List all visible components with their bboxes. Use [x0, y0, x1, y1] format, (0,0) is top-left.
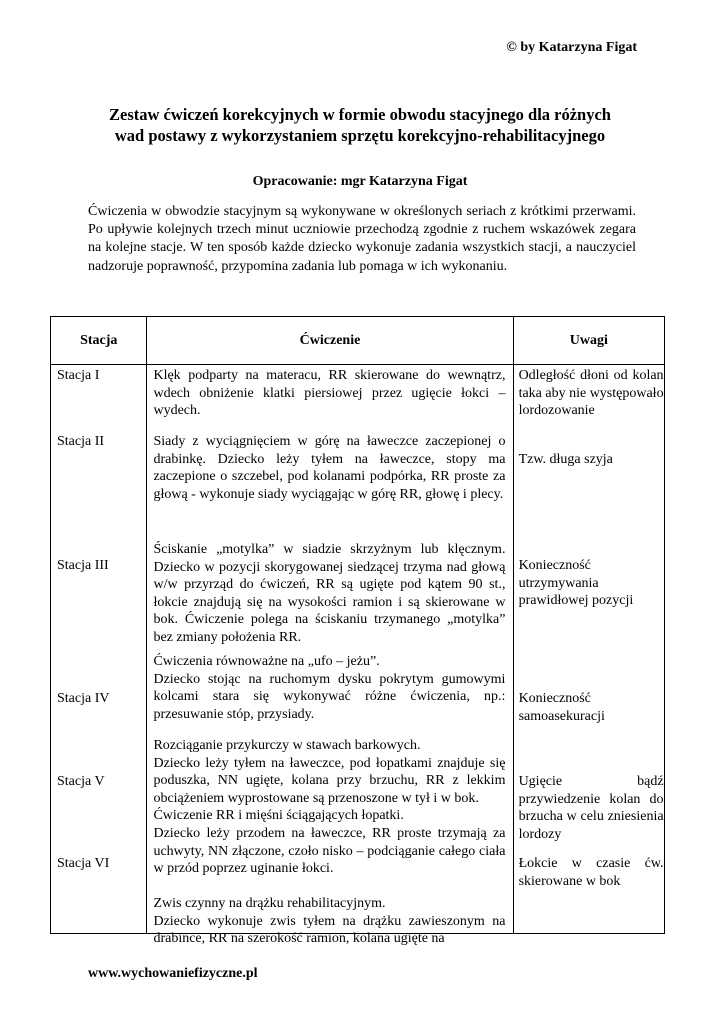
station-label: Stacja V [57, 774, 105, 789]
exercise-text: Dziecko wykonuje zwis tyłem na drążku zawieszonym na drabince, RR na szerokość ramion, kolana ugięte na [153, 913, 506, 947]
remarks-column [513, 365, 664, 934]
remark-text: Tzw. długa szyja [518, 452, 613, 467]
station-label: Stacja I [57, 368, 100, 383]
exercise-block [153, 541, 505, 647]
remark-text: Konieczność utrzymywania prawidłowej pozycji [518, 558, 634, 609]
header-cwiczenie: Ćwiczenie [147, 317, 513, 365]
exercise-table [50, 316, 665, 947]
exercise-text: Ściskanie „motylka” w siadzie skrzyżnym lub klęcznym. Dziecko w pozycji skorygowanej siedzącej trzyma nad głową w/w przyrząd do ćwiczeń, RR są ugięte pod kątem 90 st., łokcie znajdują się na wysokości ramion i są skierowane w bok. Ćwiczenie polega na ściskaniu trzymanego „motylka” bez zmiany położenia RR. [153, 542, 506, 645]
remark-text: Konieczność samoasekuracji [518, 691, 605, 724]
remark-text: Ugięcie bądź przywiedzenie kolan do brzucha w celu zniesienia lordozy [518, 774, 664, 842]
station-label: Stacja II [57, 434, 105, 449]
exercise-block [153, 433, 505, 503]
title-line-1: Zestaw ćwiczeń korekcyjnych w formie obwodu stacyjnego dla różnych [109, 105, 611, 124]
exercise-block [153, 367, 505, 420]
footer-url: www.wychowaniefizyczne.pl [88, 966, 258, 981]
exercise-text: Dziecko stojąc na ruchomym dysku pokrytym gumowymi kolcami stara się wykonywać różne ćwiczenia, np.: przesuwanie stóp, przysiady. [153, 671, 506, 722]
title-line-2: wad postawy z wykorzystaniem sprzętu korekcyjno-rehabilitacyjnego [114, 126, 606, 145]
stations-column [51, 365, 147, 934]
exercise-text: Dziecko leży przodem na ławeczce, RR proste trzymają za uchwyty, NN złączone, czoło nisko – podciąganie całego ciała w przód poprzez uginanie łokci. [153, 825, 506, 877]
exercise-text: Rozciąganie przykurczy w stawach barkowych. [153, 738, 421, 753]
header-stacja: Stacja [51, 317, 147, 365]
exercise-block [153, 653, 505, 723]
intro-paragraph: Ćwiczenia w obwodzie stacyjnym są wykonywane w określonych seriach z krótkimi przerwami. Po upływie kolejnych trzech minut uczniowie przechodzą zgodnie z ruchem wskazówek zegara na kolejne stacje. W ten sposób każde dziecko wykonuje zadania wszystkich stacji, a nauczyciel nadzoruje poprawność, przypomina zadania lub pomaga w ich wykonaniu. [88, 204, 636, 274]
exercise-block [153, 737, 505, 878]
station-label: Stacja IV [57, 691, 110, 706]
exercise-text: Siady z wyciągnięciem w górę na ławeczce zaczepionej o drabinkę. Dziecko leży tyłem na ławeczce, stopy ma zaczepione o szczebel, pod kolanami podpórka, RR proste za głową - wykonuje siady wyciągając w górę RR, głowę i plecy. [153, 434, 506, 502]
exercise-text: Zwis czynny na drążku rehabilitacyjnym. [153, 896, 386, 911]
header-uwagi: Uwagi [513, 317, 664, 365]
station-label: Stacja VI [57, 856, 110, 871]
exercise-text: Dziecko leży tyłem na ławeczce, pod łopatkami znajduje się poduszka, NN ugięte, kolana przy brzuchu, RR z lekkim obciążeniem wyprostowane są przenoszone w tył i w bok. [153, 755, 506, 806]
station-label: Stacja III [57, 558, 109, 573]
copyright-notice: © by Katarzyna Figat [506, 40, 637, 55]
exercise-text: Klęk podparty na materacu, RR skierowane do wewnątrz, wdech obniżenie klatki piersiowej przez ugięcie łokci – wydech. [153, 368, 506, 419]
remark-text: Odległość dłoni od kolan taka aby nie występowało lordozowanie [518, 368, 664, 419]
exercise-text: Ćwiczenie RR i mięśni ściągających łopatki. [153, 808, 404, 824]
exercises-column [147, 365, 513, 947]
remark-text: Łokcie w czasie ćw. skierowane w bok [518, 856, 664, 889]
document-title [60, 104, 660, 146]
table-header-row [51, 317, 665, 365]
author-line: Opracowanie: mgr Katarzyna Figat [252, 174, 468, 189]
exercise-block [153, 895, 505, 948]
exercise-text: Ćwiczenia równoważne na „ufo – jeżu”. [153, 654, 380, 669]
table-body-row [51, 365, 665, 934]
